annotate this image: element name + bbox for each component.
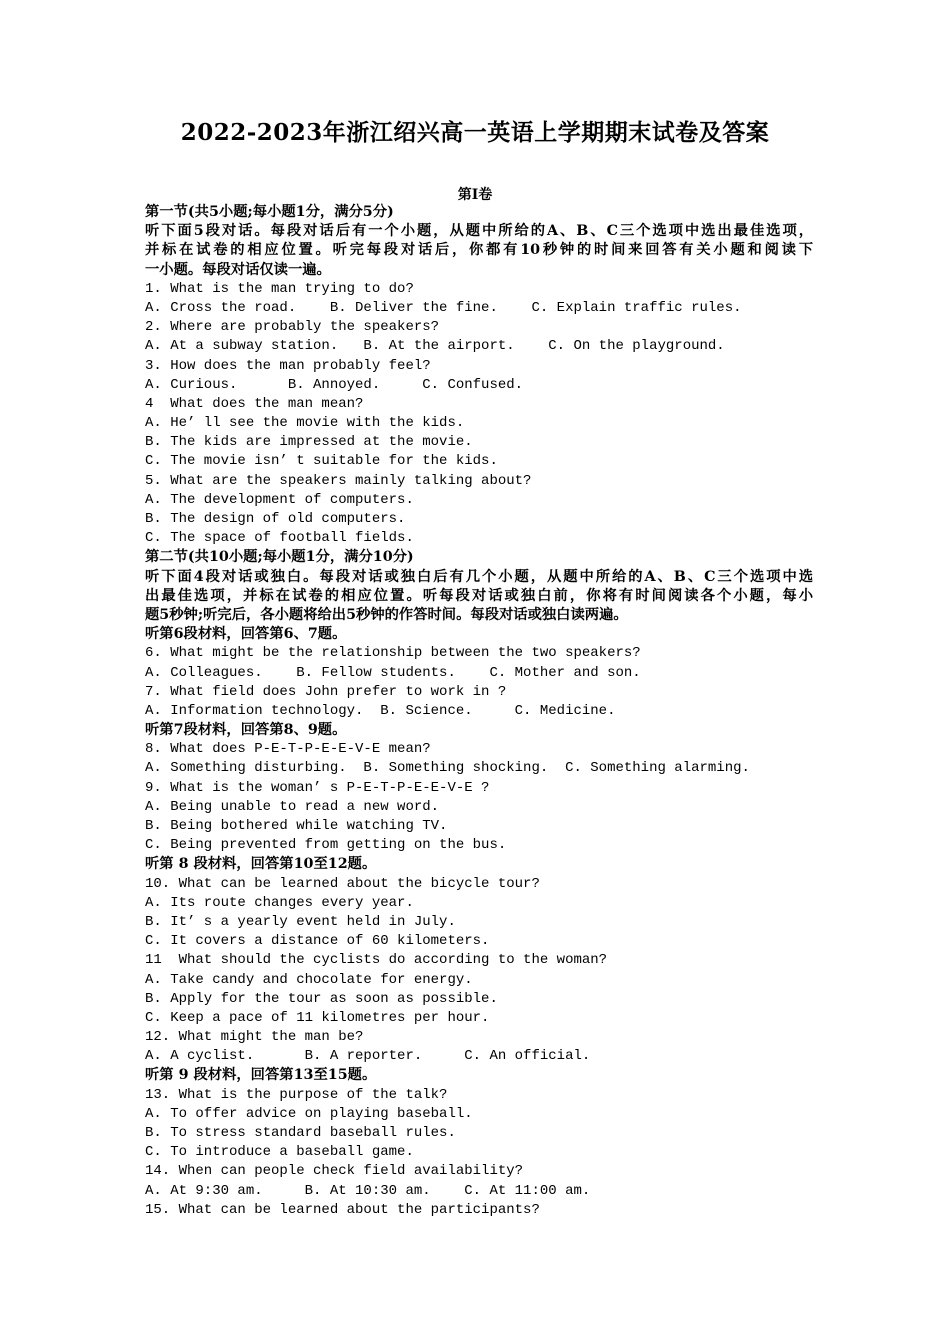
exam-body (145, 203, 813, 1220)
question-line: 4 What does the man mean? (145, 395, 364, 412)
question-line: 8. What does P-E-T-P-E-E-V-E mean? (145, 741, 431, 758)
section-instruction-line: 一小题。每段对话仅读一遍。 (145, 261, 331, 278)
section-instruction-line: 听第 9 段材料，回答第13至15题。 (145, 1067, 377, 1084)
section-instruction-line: 听第7段材料，回答第8、9题。 (145, 722, 347, 739)
question-line: B. To stress standard baseball rules. (145, 1125, 456, 1141)
question-line: 9. What is the woman’ s P-E-T-P-E-E-V-E ? (145, 779, 490, 796)
question-line: 11 What should the cyclists do according to the woman? (145, 952, 608, 969)
question-line: C. Keep a pace of 11 kilometres per hour. (145, 1009, 490, 1026)
question-line: C. Being prevented from getting on the bus. (145, 837, 507, 854)
section-instruction-line: 第一节(共5小题;每小题1分，满分5分) (145, 204, 394, 220)
question-line: B. The design of old computers. (145, 511, 406, 527)
section-instruction-line: 听下面4段对话或独白。每段对话或独白后有几个小题，从题中所给的A、B、C三个选项中选 (145, 568, 813, 585)
question-line: 14. When can people check field availability? (145, 1163, 524, 1180)
question-line: 15. What can be learned about the participants? (145, 1201, 540, 1218)
question-line: 10. What can be learned about the bicycle tour? (145, 875, 540, 892)
question-line: A. A cyclist. B. A reporter. C. An official. (145, 1048, 591, 1065)
question-line: C. The space of football fields. (145, 530, 414, 547)
question-line: A. Curious. B. Annoyed. C. Confused. (145, 376, 524, 393)
question-line: A. At 9:30 am. B. At 10:30 am. C. At 11:00 am. (145, 1182, 591, 1199)
question-line: B. Being bothered while watching TV. (145, 818, 448, 834)
question-line: A. At a subway station. B. At the airport. C. On the playground. (145, 338, 725, 355)
question-line: 2. Where are probably the speakers? (145, 319, 440, 336)
question-line: A. Take candy and chocolate for energy. (145, 971, 473, 988)
question-line: 7. What field does John prefer to work in ? (145, 683, 507, 700)
question-line: 6. What might be the relationship between the two speakers? (145, 645, 641, 662)
question-line: C. It covers a distance of 60 kilometers. (145, 933, 490, 950)
question-line: A. Cross the road. B. Deliver the fine. C. Explain traffic rules. (145, 299, 742, 316)
question-line: A. The development of computers. (145, 491, 414, 508)
question-line: A. Colleagues. B. Fellow students. C. Mother and son. (145, 664, 641, 681)
section-instruction-line: 听第6段材料，回答第6、7题。 (145, 626, 347, 643)
question-line: C. The movie isn’ t suitable for the kids. (145, 453, 498, 470)
question-line: 13. What is the purpose of the talk? (145, 1086, 448, 1103)
question-line: A. Its route changes every year. (145, 894, 414, 911)
section-instruction-line: 题5秒钟;听完后，各小题将给出5秒钟的作答时间。每段对话或独白读两遍。 (145, 606, 628, 623)
section-instruction-line: 并标在试卷的相应位置。听完每段对话后，你都有10秒钟的时间来回答有关小题和阅读下 (145, 242, 813, 259)
question-line: 1. What is the man trying to do? (145, 280, 414, 297)
page-title: 2022-2023年浙江绍兴高一英语上学期期末试卷及答案 (180, 119, 770, 146)
question-line: B. The kids are impressed at the movie. (145, 434, 473, 451)
section-instruction-line: 出最佳选项，并标在试卷的相应位置。听每段对话或独白前，你将有时间阅读各个小题，每小 (145, 587, 813, 604)
question-line: A. He’ ll see the movie with the kids. (145, 415, 465, 432)
question-line: 5. What are the speakers mainly talking about? (145, 472, 532, 489)
section-volume-heading: 第Ⅰ卷 (457, 187, 493, 203)
section-instruction-line: 听第 8 段材料，回答第10至12题。 (145, 856, 377, 873)
question-line: C. To introduce a baseball game. (145, 1144, 414, 1161)
question-line: B. It’ s a yearly event held in July. (145, 913, 456, 930)
question-line: A. To offer advice on playing baseball. (145, 1105, 473, 1122)
question-line: 3. How does the man probably feel? (145, 357, 431, 374)
section-instruction-line: 第二节(共10小题;每小题1分，满分10分) (145, 549, 414, 566)
question-line: 12. What might the man be? (145, 1029, 364, 1046)
question-line: A. Something disturbing. B. Something shocking. C. Something alarming. (145, 760, 750, 777)
question-line: A. Being unable to read a new word. (145, 798, 440, 815)
question-line: A. Information technology. B. Science. C. Medicine. (145, 702, 616, 719)
question-line: B. Apply for the tour as soon as possible. (145, 990, 498, 1007)
section-instruction-line: 听下面5段对话。每段对话后有一个小题，从题中所给的A、B、C三个选项中选出最佳选项， (145, 223, 813, 240)
